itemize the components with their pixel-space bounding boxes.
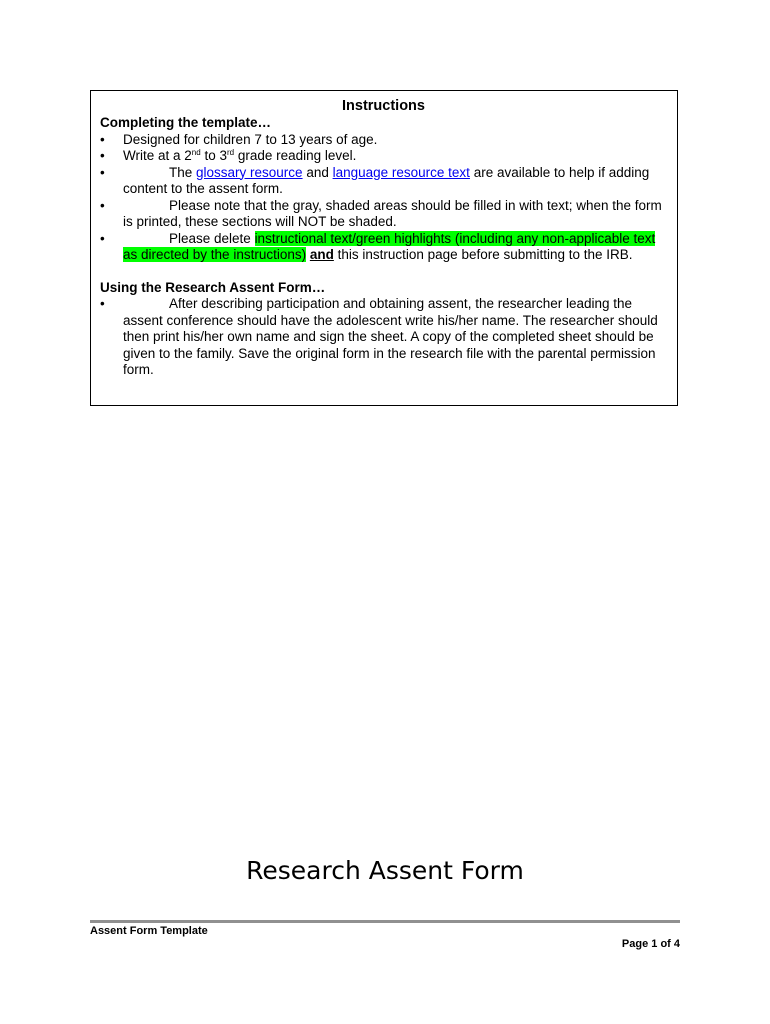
footer-page-number: Page 1 of 4 — [621, 938, 680, 950]
language-resource-link[interactable]: language resource text — [332, 164, 470, 180]
footer-template-name: Assent Form Template — [90, 925, 208, 937]
superscript: nd — [191, 148, 201, 157]
list-item — [100, 132, 667, 149]
bullet-text: to 3 — [200, 148, 227, 163]
section-heading-completing: Completing the template… — [100, 115, 272, 130]
bullet-text: are available to help if adding content to the assent form. — [123, 164, 650, 196]
list-item — [100, 165, 667, 198]
superscript: rd — [226, 148, 235, 157]
bullet-text: Please note that the gray, shaded areas should be filled in with text; when the form is printed, these sections will NOT be shaded. — [123, 197, 662, 229]
section-heading-using: Using the Research Assent Form… — [100, 279, 326, 295]
footer-divider — [90, 920, 680, 923]
instructions-box — [90, 90, 678, 406]
bullet-text: Please delete — [169, 230, 255, 246]
bullet-text: Write at a 2 — [123, 148, 192, 163]
bullet-text: grade reading level. — [234, 148, 357, 163]
bullet-icon: • — [100, 230, 105, 246]
completing-list — [100, 132, 667, 264]
using-list — [100, 296, 667, 379]
bullet-text: Designed for children 7 to 13 years of age. — [123, 131, 378, 147]
glossary-resource-link[interactable]: glossary resource — [196, 164, 303, 180]
instructions-title: Instructions — [342, 98, 425, 114]
list-item — [100, 231, 667, 264]
bullet-icon: • — [100, 164, 105, 180]
bullet-text: this instruction page before submitting to the IRB. — [333, 247, 633, 262]
green-highlight-text: instructional text/green highlights (including any non-applicable text as directed by the instructions) — [123, 230, 656, 262]
bullet-text: and — [302, 164, 333, 180]
bullet-icon: • — [100, 197, 105, 213]
bullet-icon: • — [100, 296, 105, 311]
list-item — [100, 296, 667, 379]
list-item — [100, 148, 667, 165]
bullet-text: After describing participation and obtaining assent, the researcher leading the assent conference should have the adolescent write his/her name. The researcher should then print his/her own name and sign the sheet. A copy of the completed sheet should be given to the family. Save the original form in the research file with the parental permission form. — [123, 296, 658, 377]
list-item — [100, 198, 667, 231]
bullet-icon: • — [100, 148, 105, 163]
bullet-text: The — [169, 164, 197, 180]
bullet-icon: • — [100, 131, 105, 147]
emphasis-and: and — [309, 247, 334, 262]
document-title: Research Assent Form — [246, 856, 524, 885]
